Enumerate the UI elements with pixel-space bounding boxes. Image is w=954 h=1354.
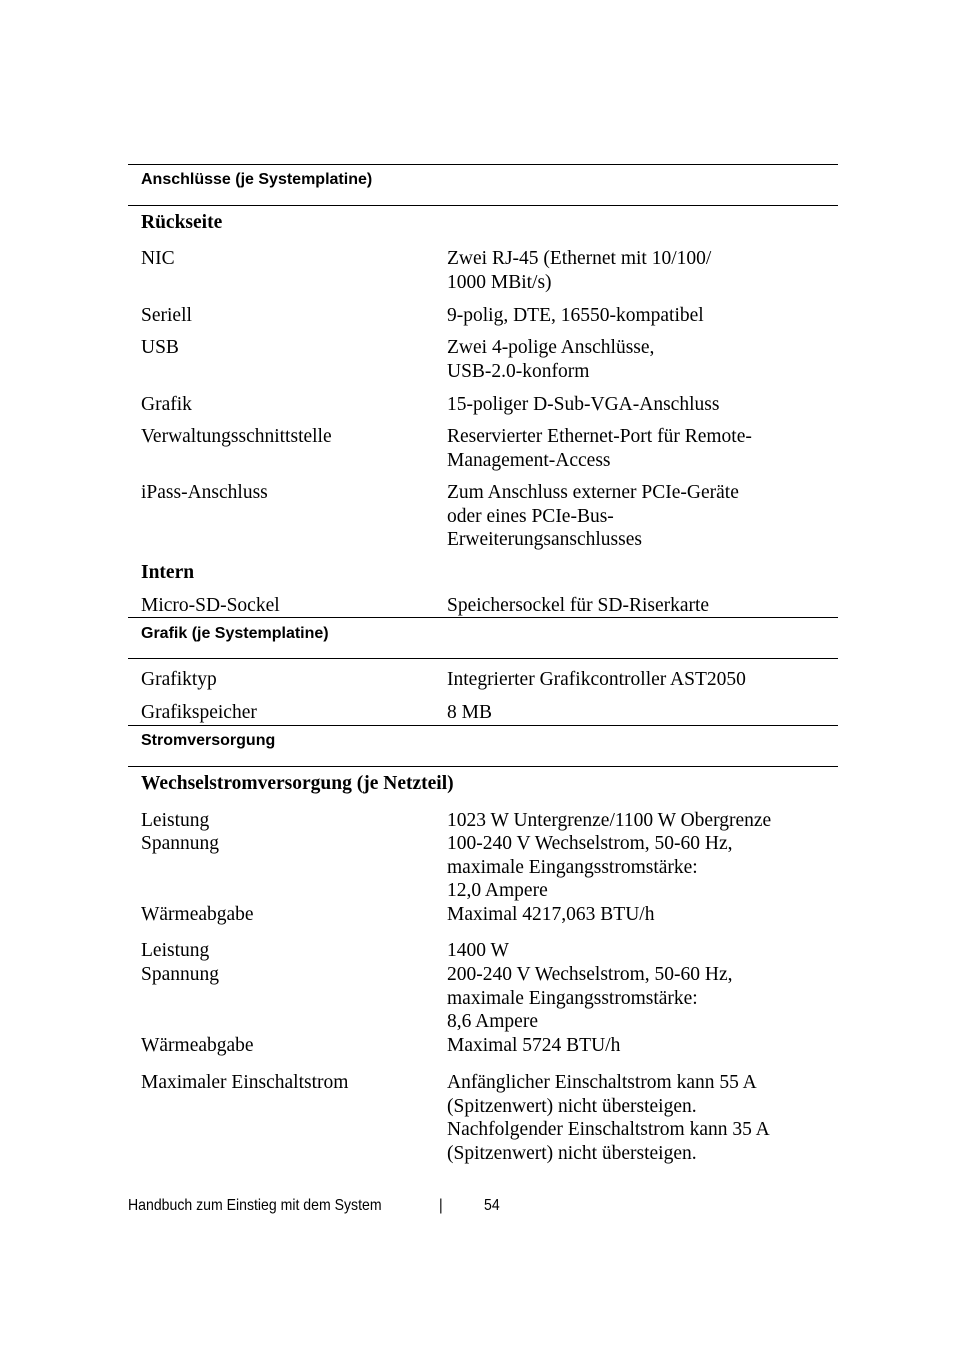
spec-value-power: 1023 W Untergrenze/1100 W Obergrenze xyxy=(447,810,772,831)
section-header-rule xyxy=(128,658,838,659)
spec-value-voltage: 200-240 V Wechselstrom, 50-60 Hz, xyxy=(447,964,733,985)
spec-label-graphics: Grafik xyxy=(141,394,192,415)
spec-value-inrush: (Spitzenwert) nicht übersteigen. xyxy=(447,1143,697,1164)
spec-value-heat: Maximal 5724 BTU/h xyxy=(447,1035,621,1056)
spec-label-graphics-type: Grafiktyp xyxy=(141,669,217,690)
spec-value-usb: Zwei 4-polige Anschlüsse, xyxy=(447,337,655,358)
section-top-rule xyxy=(128,617,838,618)
spec-value-nic: 1000 MBit/s) xyxy=(447,272,552,293)
section-top-rule xyxy=(128,725,838,726)
spec-label-serial: Seriell xyxy=(141,305,192,326)
spec-label-usb: USB xyxy=(141,337,179,358)
spec-label-power: Leistung xyxy=(141,810,210,831)
spec-label-heat: Wärmeabgabe xyxy=(141,904,254,925)
spec-value-graphics-memory: 8 MB xyxy=(447,702,492,723)
spec-value-ipass: Zum Anschluss externer PCIe-Geräte xyxy=(447,482,739,503)
spec-label-voltage: Spannung xyxy=(141,964,219,985)
spec-value-voltage: maximale Eingangsstromstärke: xyxy=(447,857,698,878)
spec-value-voltage: 12,0 Ampere xyxy=(447,880,548,901)
section-header-rule xyxy=(128,766,838,767)
spec-value-ipass: Erweiterungsanschlusses xyxy=(447,529,642,550)
spec-label-ipass: iPass-Anschluss xyxy=(141,482,268,503)
spec-label-nic: NIC xyxy=(141,248,175,269)
section-header-rule xyxy=(128,205,838,206)
spec-value-voltage: 8,6 Ampere xyxy=(447,1011,538,1032)
spec-value-graphics-type: Integrierter Grafikcontroller AST2050 xyxy=(447,669,746,690)
spec-value-inrush: Nachfolgender Einschaltstrom kann 35 A xyxy=(447,1119,770,1140)
spec-label-power: Leistung xyxy=(141,940,210,961)
spec-label-graphics-memory: Grafikspeicher xyxy=(141,702,257,723)
spec-value-voltage: 100-240 V Wechselstrom, 50-60 Hz, xyxy=(447,833,733,854)
subheading-internal: Intern xyxy=(141,562,195,583)
spec-value-inrush: (Spitzenwert) nicht übersteigen. xyxy=(447,1096,697,1117)
spec-value-nic: Zwei RJ-45 (Ethernet mit 10/100/ xyxy=(447,248,712,269)
spec-value-voltage: maximale Eingangsstromstärke: xyxy=(447,988,698,1009)
spec-value-heat: Maximal 4217,063 BTU/h xyxy=(447,904,655,925)
spec-value-power: 1400 W xyxy=(447,940,509,961)
spec-value-management: Reservierter Ethernet-Port für Remote- xyxy=(447,426,752,447)
spec-value-management: Management-Access xyxy=(447,450,611,471)
section-title-power: Stromversorgung xyxy=(141,732,276,749)
section-top-rule xyxy=(128,164,838,165)
spec-value-microsd: Speichersockel für SD-Riserkarte xyxy=(447,595,710,616)
page-number: 54 xyxy=(484,1197,500,1214)
spec-value-usb: USB-2.0-konform xyxy=(447,361,590,382)
section-title-connectors: Anschlüsse (je Systemplatine) xyxy=(141,171,373,188)
spec-value-ipass: oder eines PCIe-Bus- xyxy=(447,506,614,527)
spec-label-microsd: Micro-SD-Sockel xyxy=(141,595,280,616)
spec-value-serial: 9-polig, DTE, 16550-kompatibel xyxy=(447,305,704,326)
spec-label-management: Verwaltungsschnittstelle xyxy=(141,426,332,447)
subheading-back: Rückseite xyxy=(141,212,223,233)
spec-value-graphics: 15-poliger D-Sub-VGA-Anschluss xyxy=(447,394,720,415)
spec-value-inrush: Anfänglicher Einschaltstrom kann 55 A xyxy=(447,1072,757,1093)
spec-label-heat: Wärmeabgabe xyxy=(141,1035,254,1056)
spec-label-voltage: Spannung xyxy=(141,833,219,854)
section-title-graphics: Grafik (je Systemplatine) xyxy=(141,625,329,642)
footer-separator: | xyxy=(439,1197,443,1214)
footer-title: Handbuch zum Einstieg mit dem System xyxy=(128,1197,382,1214)
subheading-ac-power: Wechselstromversorgung (je Netzteil) xyxy=(141,773,454,794)
spec-label-inrush: Maximaler Einschaltstrom xyxy=(141,1072,349,1093)
